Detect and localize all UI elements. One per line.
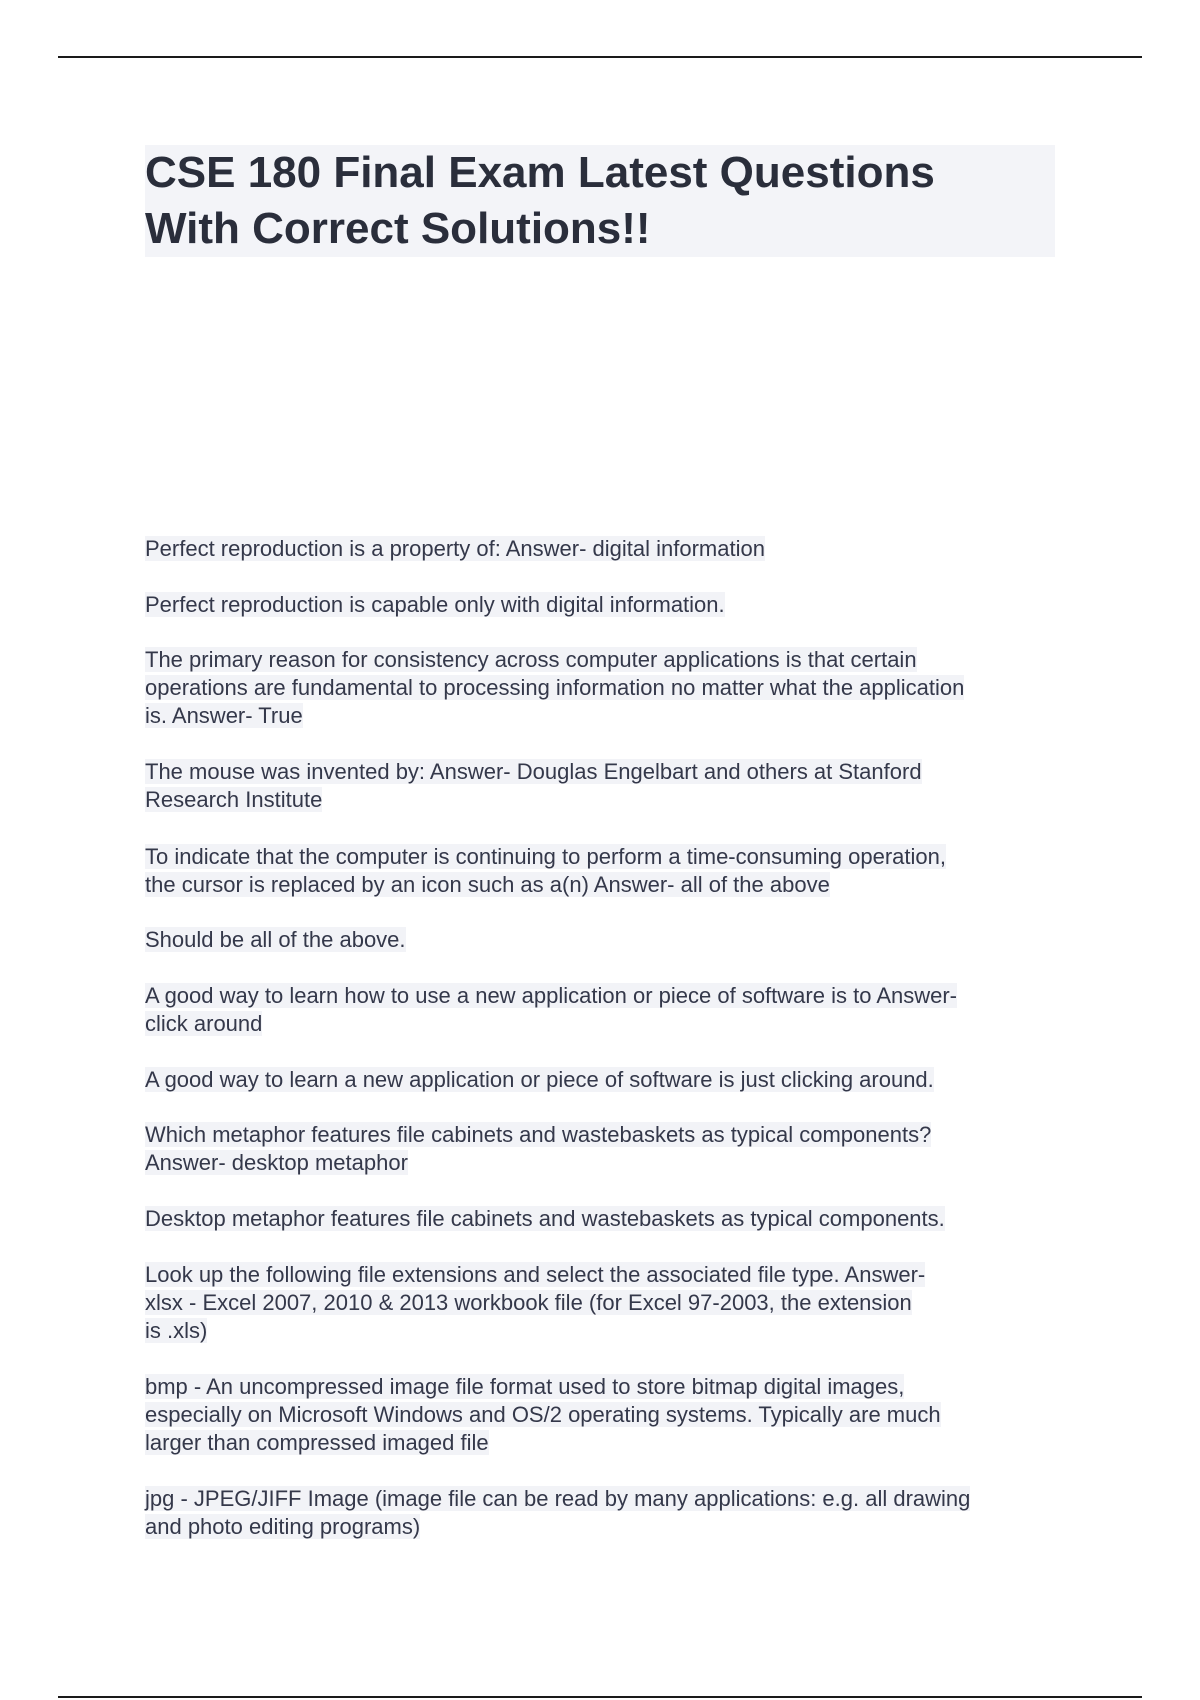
paragraph-line: Perfect reproduction is capable only with digital information. [145, 592, 725, 617]
page-title [145, 145, 1055, 257]
qa-paragraph [145, 1485, 1065, 1541]
paragraph-line: Desktop metaphor features file cabinets and wastebaskets as typical components. [145, 1206, 945, 1231]
title-line-1: CSE 180 Final Exam Latest Questions [145, 148, 935, 197]
qa-paragraph [145, 926, 1065, 954]
bottom-divider [58, 1696, 1142, 1698]
qa-paragraph [145, 535, 1065, 563]
paragraph-line: and photo editing programs) [145, 1514, 421, 1539]
paragraph-line: Answer- desktop metaphor [145, 1150, 408, 1175]
paragraph-line: especially on Microsoft Windows and OS/2 operating systems. Typically are much [145, 1402, 941, 1427]
paragraph-line: jpg - JPEG/JIFF Image (image file can be read by many applications: e.g. all drawing [145, 1486, 971, 1511]
paragraph-line: xlsx - Excel 2007, 2010 & 2013 workbook file (for Excel 97-2003, the extension [145, 1290, 912, 1315]
qa-paragraph [145, 1121, 1065, 1177]
top-divider [58, 56, 1142, 58]
title-line-2: With Correct Solutions!! [145, 204, 651, 253]
paragraph-line: is. Answer- True [145, 703, 303, 728]
paragraph-line: The mouse was invented by: Answer- Douglas Engelbart and others at Stanford [145, 759, 922, 784]
paragraph-line: Look up the following file extensions and select the associated file type. Answer- [145, 1262, 926, 1287]
qa-paragraph [145, 1066, 1065, 1094]
paragraph-line: Perfect reproduction is a property of: Answer- digital information [145, 536, 765, 561]
paragraph-line: To indicate that the computer is continuing to perform a time-consuming operation, [145, 844, 946, 869]
paragraph-line: is .xls) [145, 1318, 208, 1343]
qa-paragraph [145, 758, 1065, 814]
qa-paragraph [145, 591, 1065, 619]
qa-paragraph [145, 982, 1065, 1038]
paragraph-line: A good way to learn how to use a new application or piece of software is to Answer- [145, 983, 958, 1008]
paragraph-line: click around [145, 1011, 263, 1036]
paragraph-line: The primary reason for consistency across computer applications is that certain [145, 647, 917, 672]
qa-paragraph [145, 1373, 1065, 1457]
paragraph-line: the cursor is replaced by an icon such as a(n) Answer- all of the above [145, 872, 830, 897]
paragraph-line: Should be all of the above. [145, 927, 406, 952]
paragraph-line: Which metaphor features file cabinets and wastebaskets as typical components? [145, 1122, 932, 1147]
qa-paragraph [145, 843, 1065, 899]
qa-paragraph [145, 646, 1065, 730]
qa-paragraph [145, 1205, 1065, 1233]
paragraph-line: bmp - An uncompressed image file format used to store bitmap digital images, [145, 1374, 905, 1399]
qa-paragraph [145, 1261, 1065, 1345]
paragraph-line: Research Institute [145, 787, 323, 812]
paragraph-line: A good way to learn a new application or piece of software is just clicking around. [145, 1067, 934, 1092]
paragraph-line: larger than compressed imaged file [145, 1430, 489, 1455]
paragraph-line: operations are fundamental to processing information no matter what the application [145, 675, 965, 700]
